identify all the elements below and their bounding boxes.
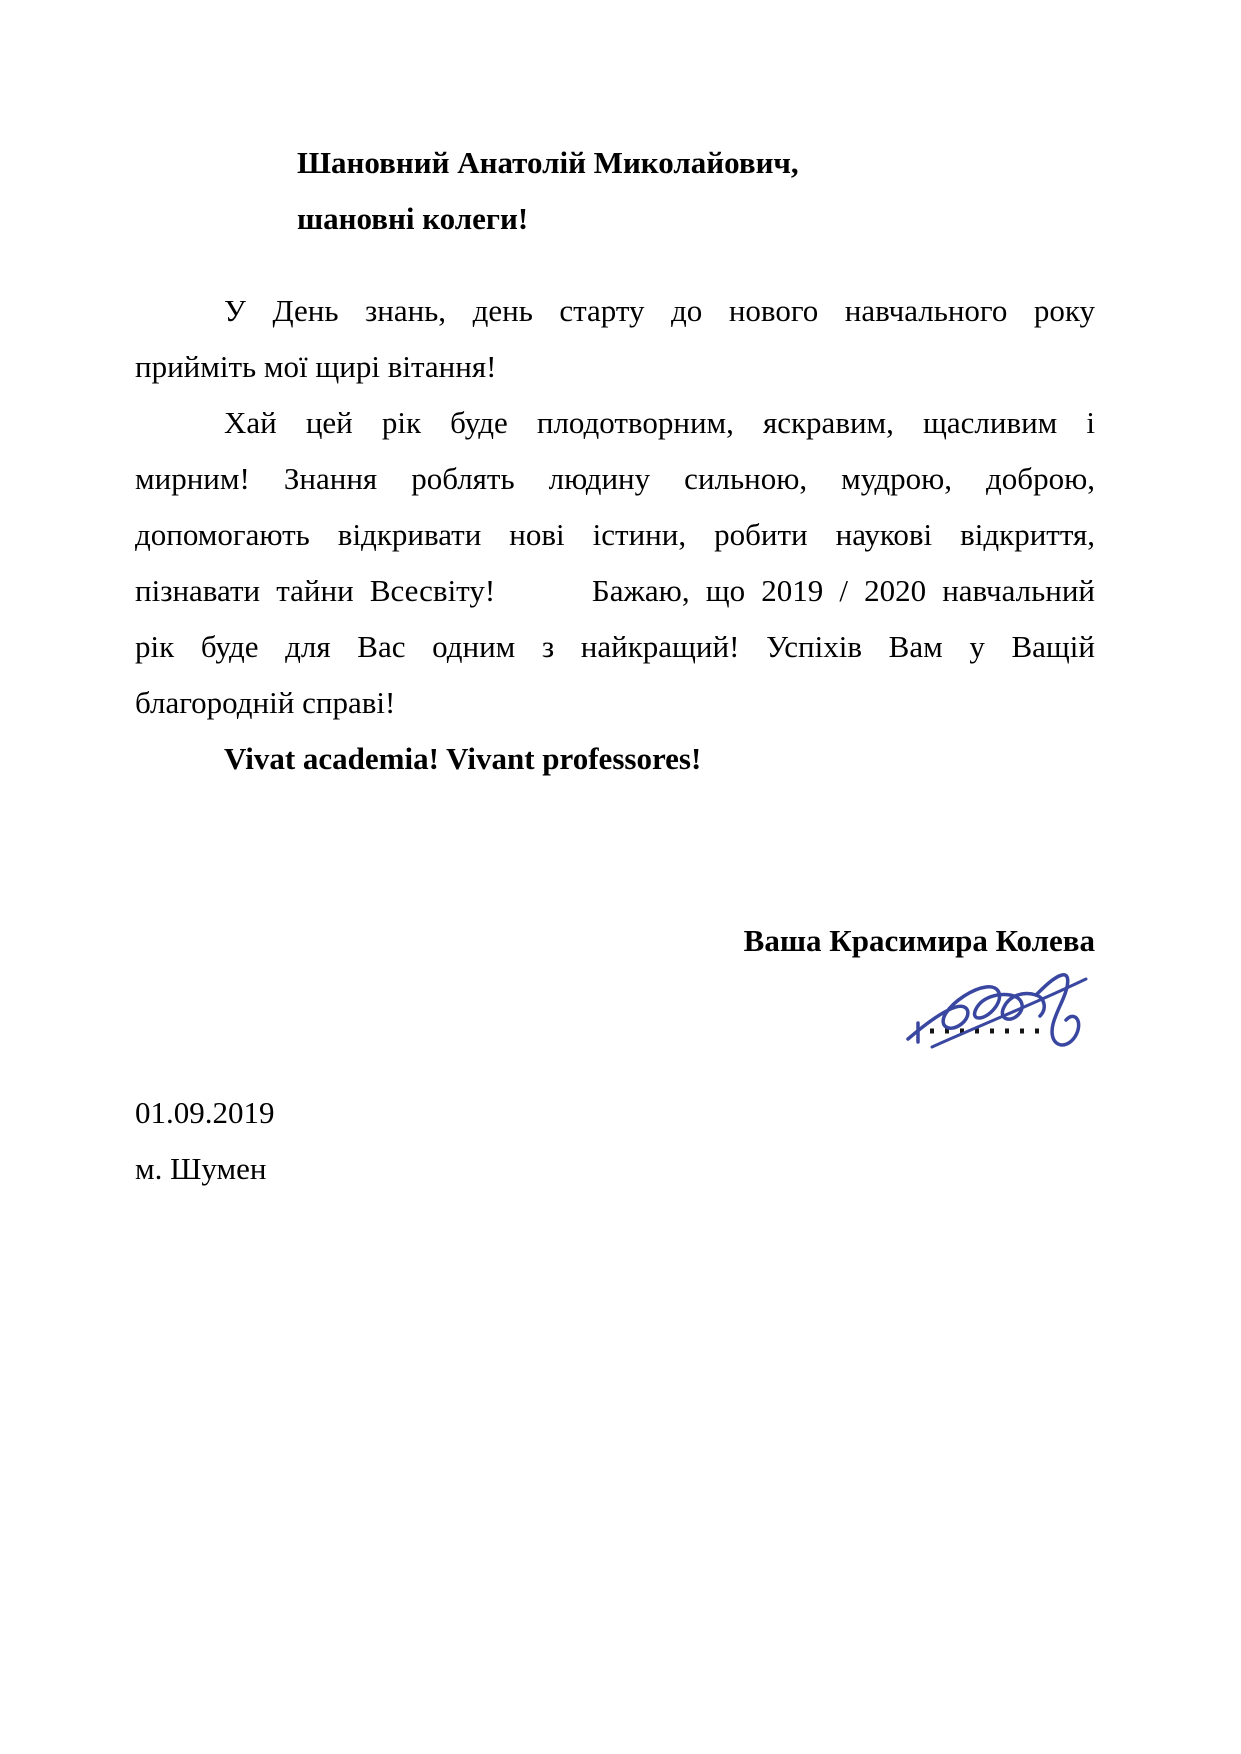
signoff-name: Ваша Красимира Колева	[743, 923, 1095, 958]
handwritten-signature-icon	[902, 969, 1092, 1064]
salutation-line-2: шановні колеги!	[297, 201, 529, 236]
spacer	[135, 787, 1095, 913]
paragraph2-line-5: рік буде для Вас одним з найкращий! Успіхів Вам у Ващій	[135, 629, 1095, 664]
paragraph1-line-1: У День знань, день старту до нового навчального року	[224, 293, 1095, 328]
letter-content	[135, 135, 1095, 1197]
spacer	[135, 247, 1095, 283]
paragraph2-line-6: благородній справі!	[135, 685, 396, 720]
signature-area	[135, 969, 1095, 1085]
letter-date: 01.09.2019	[135, 1095, 275, 1130]
signature-stroke	[932, 979, 1086, 1047]
paragraph2-line-3: допомогають відкривати нові істини, робити наукові відкриття,	[135, 517, 1095, 552]
vivat-line: Vivat academia! Vivant professores!	[224, 741, 702, 776]
salutation-line-1: Шановний Анатолій Миколайович,	[297, 145, 799, 180]
paragraph1-line-2: прийміть мої щирі вітання!	[135, 349, 497, 384]
paragraph2-line-4: пізнавати тайни Всесвіту! Бажаю, що 2019 / 2020 навчальний	[135, 573, 1095, 608]
paragraph2-line-2: мирним! Знання роблять людину сильною, мудрою, доброю,	[135, 461, 1095, 496]
letter-place: м. Шумен	[135, 1151, 267, 1186]
paragraph2-line-1: Хай цей рік буде плодотворним, яскравим, щасливим і	[224, 405, 1095, 440]
